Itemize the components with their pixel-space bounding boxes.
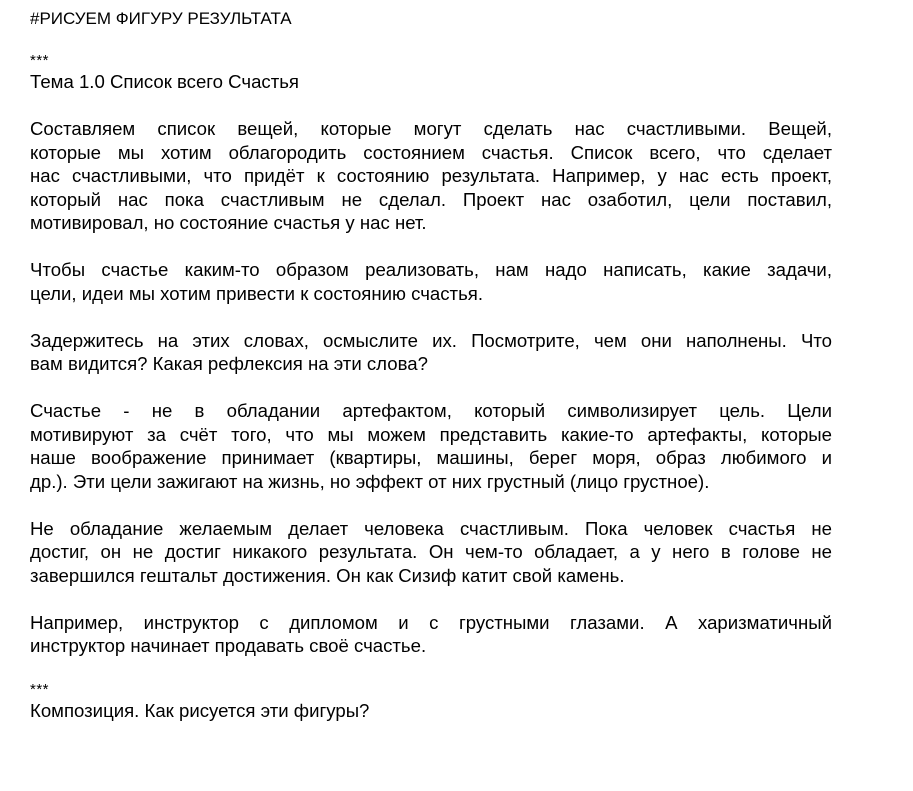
- document-heading: #РИСУЕМ ФИГУРУ РЕЗУЛЬТАТА: [30, 9, 292, 28]
- paragraph-line: которые мы хотим облагородить состоянием счастья. Список всего, что сделает: [30, 141, 832, 163]
- paragraph-line: мотивируют за счёт того, что мы можем представить какие-то артефакты, которые: [30, 423, 832, 445]
- closing-line: Композиция. Как рисуется эти фигуры?: [30, 700, 370, 721]
- paragraph-6: [30, 611, 832, 658]
- paragraph-line: мотивировал, но состояние счастья у нас нет.: [30, 212, 427, 233]
- paragraph-line: достиг, он не достиг никакого результата. Он чем-то обладает, а у него в голове не: [30, 541, 832, 562]
- spacer: [30, 30, 832, 52]
- paragraph-line: который нас пока счастливым не сделал. Проект нас озаботил, цели поставил,: [30, 188, 832, 210]
- paragraph-line: Например, инструктор с дипломом и с грустными глазами. А харизматичный: [30, 611, 832, 633]
- paragraph-line: Не обладание желаемым делает человека счастливым. Пока человек счастья не: [30, 517, 832, 539]
- paragraph-line: Счастье - не в обладании артефактом, который символизирует цель. Цели: [30, 400, 832, 421]
- spacer: [30, 94, 832, 118]
- spacer: [30, 587, 832, 611]
- paragraph-line: др.). Эти цели зажигают на жизнь, но эффект от них грустный (лицо грустное).: [30, 470, 710, 492]
- paragraph-line: нас счастливыми, что придёт к состоянию результата. Например, у нас есть проект,: [30, 165, 832, 186]
- paragraph-line: вам видится? Какая рефлексия на эти слова?: [30, 353, 428, 374]
- paragraph-line: инструктор начинает продавать своё счастье.: [30, 635, 427, 656]
- paragraph-5: [30, 517, 832, 588]
- spacer: [30, 376, 832, 400]
- separator-stars: ***: [30, 52, 50, 69]
- topic-title: Тема 1.0 Список всего Счастья: [30, 71, 299, 92]
- spacer: [30, 235, 832, 259]
- spacer: [30, 305, 832, 329]
- document-page: [30, 8, 832, 723]
- paragraph-line: цели, идеи мы хотим привести к состоянию счастья.: [30, 282, 483, 304]
- paragraph-1: [30, 117, 832, 235]
- paragraph-3: [30, 329, 832, 376]
- separator-stars: ***: [30, 681, 50, 698]
- paragraph-line: Составляем список вещей, которые могут сделать нас счастливыми. Вещей,: [30, 118, 832, 139]
- paragraph-line: Задержитесь на этих словах, осмыслите их. Посмотрите, чем они наполнены. Что: [30, 329, 832, 351]
- paragraph-line: завершился гештальт достижения. Он как Сизиф катит свой камень.: [30, 564, 625, 586]
- spacer: [30, 658, 832, 682]
- spacer: [30, 493, 832, 517]
- paragraph-4: [30, 399, 832, 493]
- paragraph-2: [30, 258, 832, 305]
- paragraph-line: наше воображение принимает (квартиры, машины, берег моря, образ любимого и: [30, 447, 832, 468]
- paragraph-line: Чтобы счастье каким-то образом реализовать, нам надо написать, какие задачи,: [30, 259, 832, 280]
